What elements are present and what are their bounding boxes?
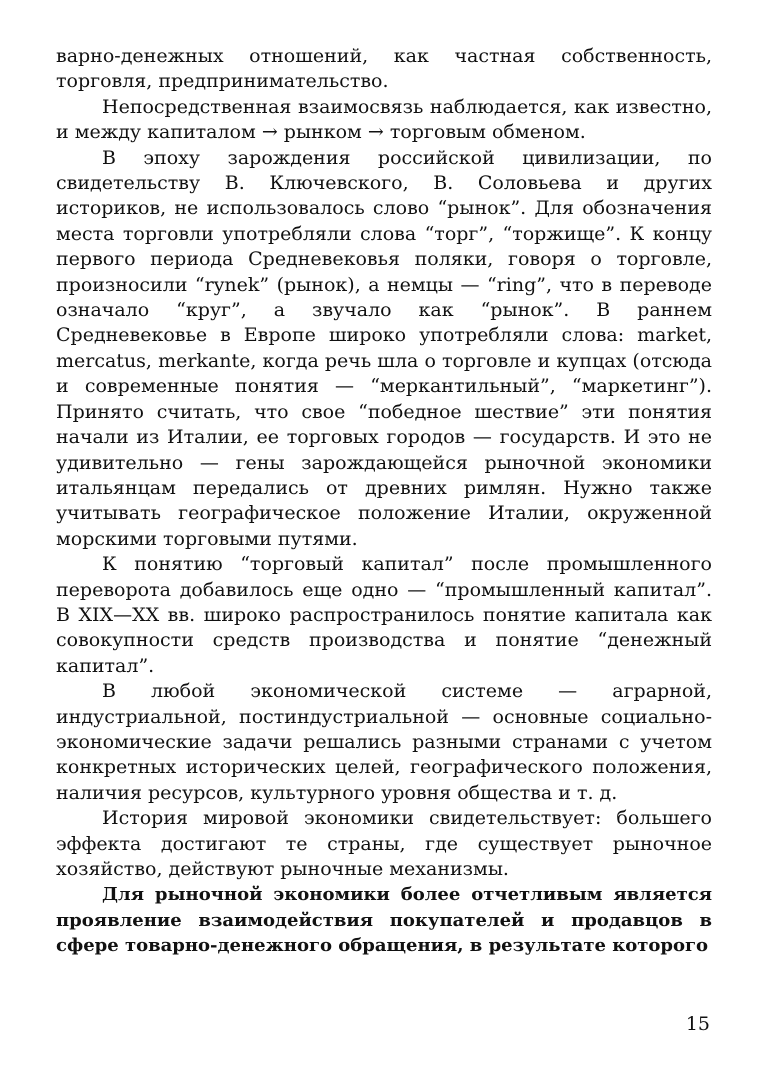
paragraph-market-economy-bold: Для рыночной экономики более отчетливым является проявление взаимодействия покупателей и продавцов в сфере товарно-денежного обращения, в результате которого (56, 884, 712, 957)
paragraph-capital-market: Непосредственная взаимосвязь наблюдается, как известно, и между капиталом → рынком → торговым обменом. (56, 95, 712, 144)
paragraph-economic-systems: В любой экономической системе — аграрной, индустриальной, постиндустриальной — основные социально-экономические задачи решались разными странами с учетом конкретных исторических целей, географического положения, наличия ресурсов, культурного уровня общества и т. д. (56, 680, 712, 804)
paragraph-russian-civilization: В эпоху зарождения российской цивилизации, по свидетельству В. Ключевского, В. Соловьева и других историков, не использовалось слово “рынок”. Для обозначения места торговли употребляли слова “торг”, “торжище”. К концу первого периода Средневековья поляки, говоря о торговле, произносили “rynek” (рынок), а немцы — “ring”, что в переводе означало “круг”, а звучало как “рынок”. В раннем Средневековье в Европе широко употребляли слова: market, mercatus, merkante, когда речь шла о торговле и купцах (отсюда и современные понятия — “меркантильный”, “маркетинг”). Принято считать, что свое “победное шествие” эти понятия начали из Италии, ее торговых городов — государств. И это не удивительно — гены зарождающейся рыночной экономики итальянцам передались от древних римлян. Нужно также учитывать географическое положение Италии, окруженной морскими торговыми путями. (56, 146, 712, 550)
page-number: 15 (685, 1013, 710, 1035)
paragraph-trade-capital: К понятию “торговый капитал” после промышленного переворота добавилось еще одно — “промышленный капитал”. В XIX—XX вв. широко распространилось понятие капитала как совокупности средств производства и понятие “денежный капитал”. (56, 553, 712, 677)
page-body (56, 44, 712, 959)
paragraph-world-economy: История мировой экономики свидетельствует: большего эффекта достигают те страны, где существует рыночное хозяйство, действуют рыночные механизмы. (56, 807, 712, 880)
paragraph-continuation: варно-денежных отношений, как частная собственность, торговля, предпринимательство. (56, 45, 712, 93)
